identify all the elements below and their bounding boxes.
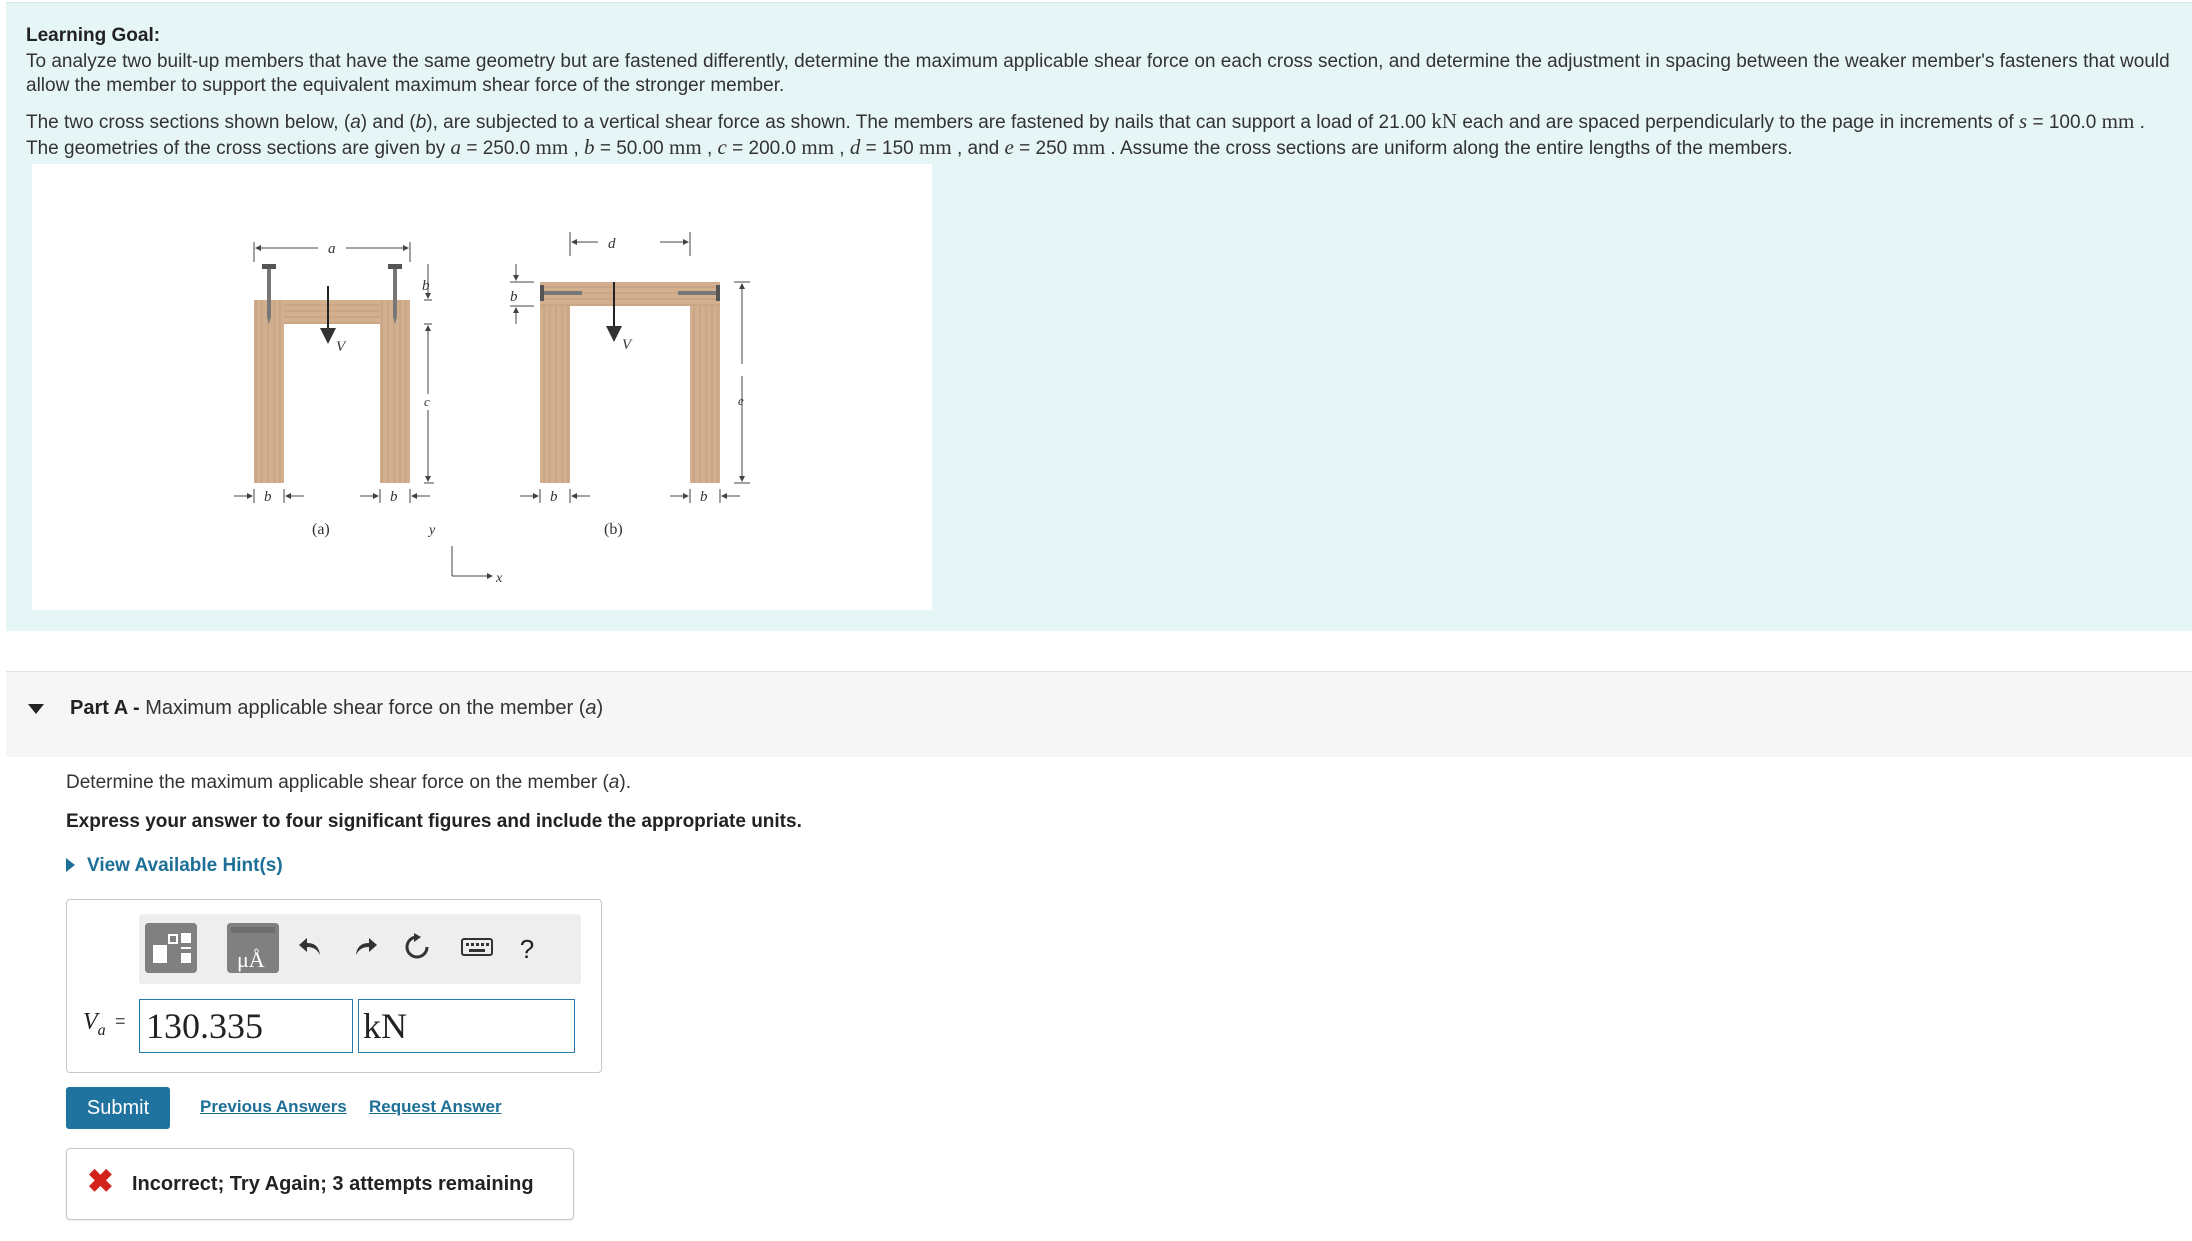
section-a — [234, 241, 434, 538]
undo-icon[interactable] — [291, 932, 331, 968]
axes — [427, 523, 503, 586]
redo-icon[interactable] — [345, 932, 385, 968]
cross-section-diagram — [32, 164, 932, 610]
dim-b-top-label: b — [422, 278, 430, 294]
templates-button[interactable] — [145, 923, 197, 973]
units-button[interactable] — [227, 923, 279, 973]
incorrect-x-icon: ✖ — [87, 1163, 114, 1199]
section-b-right-web — [690, 306, 720, 483]
request-answer-link[interactable]: Request Answer — [369, 1097, 502, 1116]
feedback-text: Incorrect; Try Again; 3 attempts remaining — [132, 1173, 534, 1195]
answer-equals-sign: = — [115, 1011, 126, 1031]
dim-b-bottom-b-right-label: b — [700, 489, 708, 505]
dim-b-left-label: b — [510, 289, 518, 305]
axis-x-label: x — [496, 571, 503, 586]
help-icon[interactable]: ? — [519, 934, 535, 964]
answer-value-input[interactable]: 130.335 — [139, 999, 353, 1053]
section-a-v-label: V — [336, 339, 346, 355]
section-a-left-web — [254, 300, 284, 483]
dim-c-label: c — [424, 394, 430, 409]
section-b — [510, 232, 750, 538]
caption-b: (b) — [604, 521, 623, 538]
section-a-right-web — [380, 300, 410, 483]
dim-a-label: a — [328, 241, 336, 257]
dim-b-bottom-left-label: b — [264, 489, 272, 505]
feedback-box — [66, 1148, 574, 1220]
dim-d-label: d — [608, 236, 616, 252]
caption-a: (a) — [312, 521, 330, 538]
reset-icon[interactable] — [397, 932, 437, 970]
dim-e-label: e — [738, 393, 744, 408]
answer-instructions: Express your answer to four significant figures and include the appropriate units. — [66, 811, 802, 832]
dim-b-bottom-right-label: b — [390, 489, 398, 505]
learning-goal-text — [26, 50, 2176, 172]
svg-text:μÅ: μÅ — [237, 947, 265, 972]
previous-answers-link[interactable]: Previous Answers — [200, 1097, 347, 1116]
learning-goal-panel — [6, 2, 2192, 631]
learning-goal-title: Learning Goal: — [26, 25, 161, 46]
part-a-header[interactable] — [6, 671, 2192, 757]
answer-variable-label: $V_a$ — [83, 1009, 106, 1039]
templates-icon — [145, 923, 197, 973]
keyboard-icon[interactable] — [457, 932, 497, 966]
part-a-question: Determine the maximum applicable shear force on the member (a). — [66, 772, 631, 793]
math-toolbar — [139, 914, 581, 984]
answer-box — [66, 899, 602, 1073]
cross-section-figure — [32, 164, 932, 610]
learning-goal-paragraph-2: The two cross sections shown below, (a) and (b), are subjected to a vertical shear force as shown. The members are fastened by nails that can support a load of 21.00 kN each and are spaced perpendicularly to the page in increments of s = 100.0 mm . The geometries of the cross sections are given by a = 250.0 mm , b = 50.00 mm , c = 200.0 mm , d = 150 mm , and e = 250 mm . Assume the cross sections are uniform along the entire lengths of the members. — [26, 109, 2145, 159]
view-hints-link[interactable]: View Available Hint(s) — [66, 855, 283, 877]
axis-y-label: y — [429, 523, 436, 538]
dim-b-bottom-b-left-label: b — [550, 489, 558, 505]
section-b-v-label: V — [622, 337, 632, 353]
collapse-caret-icon[interactable] — [28, 704, 44, 714]
submit-button[interactable]: Submit — [66, 1087, 170, 1129]
part-a-title: Part A - Maximum applicable shear force on the member (a) — [70, 697, 604, 719]
units-icon — [227, 923, 279, 973]
expand-caret-icon — [66, 858, 75, 872]
learning-goal-paragraph-1: To analyze two built-up members that have the same geometry but are fastened differently, determine the maximum applicable shear force on each cross section, and determine the adjustment in spacing between the weaker member's fasteners that would allow the member to support the equivalent maximum shear force of the stronger member. — [26, 51, 2170, 96]
section-b-left-web — [540, 306, 570, 483]
answer-unit-input[interactable]: kN — [358, 999, 575, 1053]
